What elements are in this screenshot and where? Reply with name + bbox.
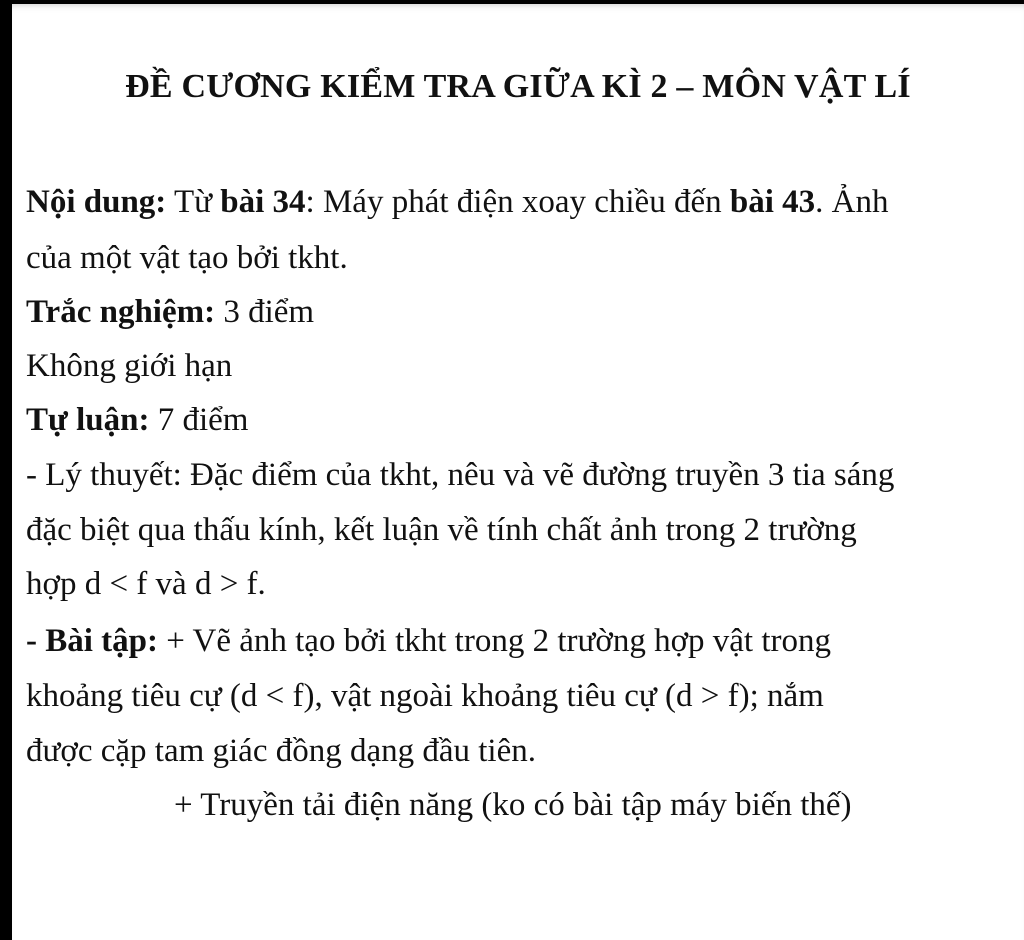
content-text: Từ <box>166 184 221 220</box>
exercise-line-1 <box>26 621 831 661</box>
multiple-choice-line <box>26 292 314 332</box>
exercise-line-4: + Truyền tải điện năng (ko có bài tập máy biến thế) <box>174 787 852 823</box>
content-line <box>26 182 888 222</box>
content-text: : Máy phát điện xoay chiều đến <box>305 184 730 220</box>
theory-line-3: hợp d < f và d > f. <box>26 566 266 602</box>
exercise-line-3: được cặp tam giác đồng dạng đầu tiên. <box>26 733 537 769</box>
lesson-start: bài 34 <box>220 184 306 220</box>
exercise-text: + Vẽ ảnh tạo bởi tkht trong 2 trường hợp vật trong <box>158 623 831 659</box>
multiple-choice-note: Không giới hạn <box>26 348 233 384</box>
lesson-end: bài 43 <box>729 184 816 220</box>
content-line-continued: của một vật tạo bởi tkht. <box>26 240 348 276</box>
multiple-choice-score: 3 điểm <box>215 294 315 330</box>
essay-score: 7 điểm <box>149 402 249 438</box>
exercise-label: - Bài tập: <box>26 623 158 659</box>
exercise-line-2: khoảng tiêu cự (d < f), vật ngoài khoảng tiêu cự (d > f); nắm <box>26 678 824 714</box>
essay-label: Tự luận: <box>26 402 150 438</box>
document-title: ĐỀ CƯƠNG KIỂM TRA GIỮA KÌ 2 – MÔN VẬT LÍ <box>125 68 911 105</box>
theory-line-1: - Lý thuyết: Đặc điểm của tkht, nêu và vẽ đường truyền 3 tia sáng <box>26 457 895 493</box>
multiple-choice-label: Trắc nghiệm: <box>26 294 216 330</box>
content-label: Nội dung: <box>26 184 167 220</box>
essay-line <box>26 400 248 440</box>
theory-line-2: đặc biệt qua thấu kính, kết luận về tính chất ảnh trong 2 trường <box>26 512 857 548</box>
content-text: . Ảnh <box>815 184 889 220</box>
document-page <box>12 4 1024 940</box>
